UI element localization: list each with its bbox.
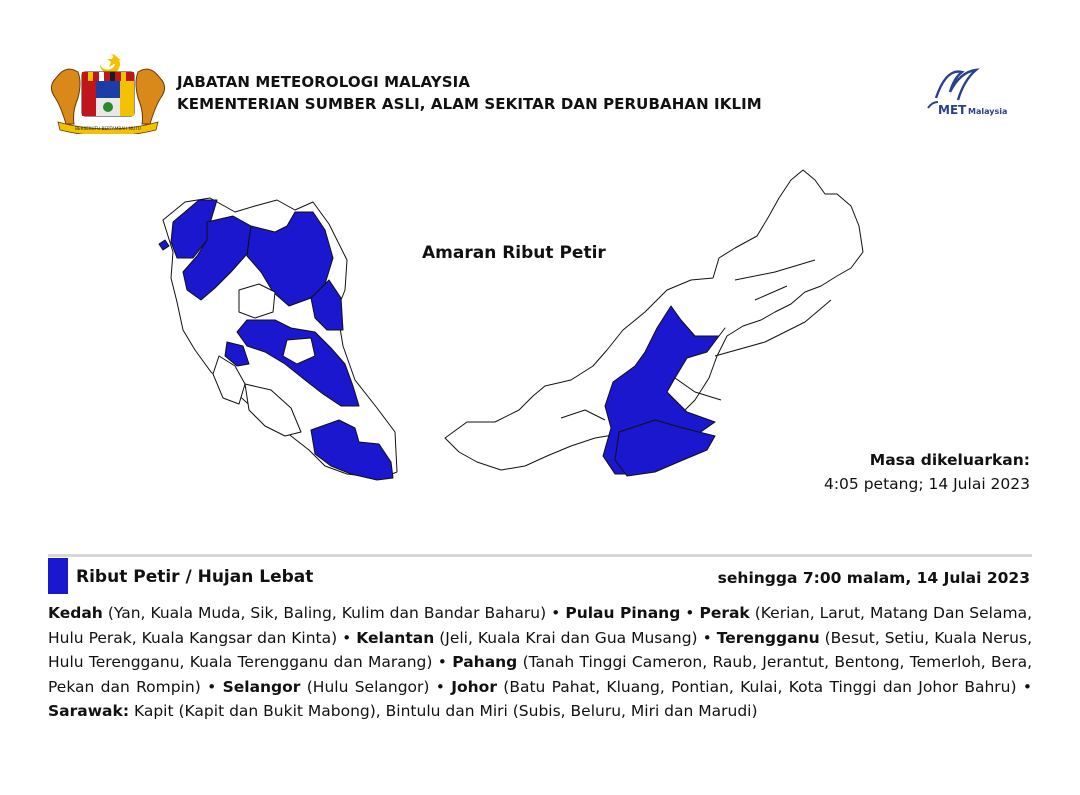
warning-map bbox=[115, 160, 875, 505]
issued-label: Masa dikeluarkan: bbox=[869, 451, 1030, 469]
met-logo-malaysia: Malaysia bbox=[968, 107, 1008, 116]
met-logo-met: MET bbox=[938, 103, 967, 117]
area-item: Sarawak: Kapit (Kapit dan Bukit Mabong), Bintulu dan Miri (Subis, Beluru, Miri dan Marudi) bbox=[48, 702, 758, 720]
header bbox=[0, 0, 1080, 140]
divider bbox=[48, 554, 1032, 557]
area-item: Perak (Kerian, Larut, Matang Dan Selama, Hulu Perak, Kuala Kangsar dan Kinta) bbox=[48, 604, 1032, 647]
area-item: Pahang (Tanah Tinggi Cameron, Raub, Jerantut, Bentong, Temerloh, Bera, Pekan dan Rompin) bbox=[48, 653, 1032, 696]
separator: • bbox=[551, 604, 561, 622]
affected-areas bbox=[48, 601, 1032, 724]
ministry-name: KEMENTERIAN SUMBER ASLI, ALAM SEKITAR DAN PERUBAHAN IKLIM bbox=[177, 95, 762, 113]
valid-until: sehingga 7:00 malam, 14 Julai 2023 bbox=[717, 569, 1030, 587]
separator: • bbox=[702, 628, 712, 647]
separator: • bbox=[437, 653, 447, 671]
coat-of-arms-logo bbox=[48, 50, 168, 134]
separator: • bbox=[685, 604, 695, 622]
agency-name: JABATAN METEOROLOGI MALAYSIA bbox=[177, 73, 471, 91]
met-malaysia-logo bbox=[918, 64, 1030, 120]
region-pulau-pinang bbox=[159, 240, 169, 250]
map-title: Amaran Ribut Petir bbox=[422, 243, 606, 263]
area-item: Terengganu (Besut, Setiu, Kuala Nerus, Hulu Terengganu, Kuala Terengganu dan Marang) bbox=[48, 628, 1033, 671]
issued-time: 4:05 petang; 14 Julai 2023 bbox=[823, 475, 1030, 493]
separator: • bbox=[435, 677, 445, 696]
area-item: Selangor (Hulu Selangor) bbox=[222, 677, 430, 696]
legend-label: Ribut Petir / Hujan Lebat bbox=[76, 567, 314, 587]
crest-motto: BERSEKUTU BERTAMBAH MUTU bbox=[75, 126, 141, 131]
area-item: Kelantan (Jeli, Kuala Krai dan Gua Musang) bbox=[356, 628, 698, 647]
separator: • bbox=[342, 628, 352, 647]
issued-block bbox=[824, 448, 1030, 496]
area-item: Kedah (Yan, Kuala Muda, Sik, Baling, Kulim dan Bandar Baharu) bbox=[48, 604, 547, 622]
legend-swatch bbox=[48, 558, 68, 594]
separator: • bbox=[1022, 677, 1033, 696]
separator: • bbox=[207, 677, 217, 696]
area-item: Pulau Pinang bbox=[565, 604, 681, 622]
area-item: Johor (Batu Pahat, Kluang, Pontian, Kulai, Kota Tinggi dan Johor Bahru) bbox=[451, 677, 1017, 696]
agency-block bbox=[177, 71, 762, 115]
